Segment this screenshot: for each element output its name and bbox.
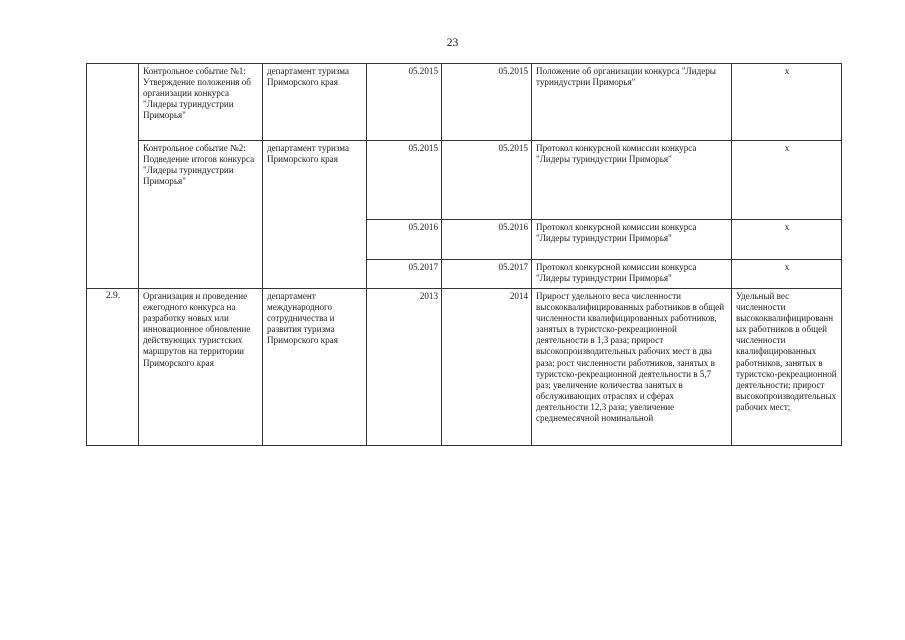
row-number-cell: 2.9. <box>87 289 139 446</box>
event-cell: Контрольное событие №2: Подведение итогов конкурса "Лидеры туриндустрии Приморья" <box>139 141 263 289</box>
indicator-cell: x <box>732 64 842 141</box>
end-date-cell: 05.2015 <box>442 64 532 141</box>
table-row <box>87 64 842 141</box>
start-date-cell: 05.2015 <box>367 64 442 141</box>
indicator-cell: x <box>732 141 842 220</box>
event-cell: Организация и проведение ежегодного конкурса на разработку новых или инновационное обновление действующих туристских маршрутов на территории Приморского края <box>139 289 263 446</box>
table-row <box>87 289 842 446</box>
indicator-cell: x <box>732 260 842 289</box>
event-cell: Контрольное событие №1: Утверждение положения об организации конкурса "Лидеры туриндустрии Приморья" <box>139 64 263 141</box>
result-cell: Протокол конкурсной комиссии конкурса "Лидеры туриндустрии Приморья" <box>532 141 732 220</box>
plan-table <box>86 63 842 446</box>
start-date-cell: 05.2015 <box>367 141 442 220</box>
end-date-cell: 2014 <box>442 289 532 446</box>
executor-cell: департамент туризма Приморского края <box>263 141 367 289</box>
end-date-cell: 05.2015 <box>442 141 532 220</box>
result-cell: Положение об организации конкурса "Лидеры туриндустрии Приморья" <box>532 64 732 141</box>
indicator-cell: Удельный вес численности высококвалифицированных работников в общей численности квалифицированных работников, занятых в туристско-рекреационной деятельности; прирост высокопроизводительных рабочих мест; <box>732 289 842 446</box>
row-number-cell <box>87 64 139 289</box>
result-cell: Прирост удельного веса численности высококвалифицированных работников в общей численности квалифицированных работников, занятых в туристско-рекреационной деятельности в 1,3 раза; прирост высокопроизводительных рабочих мест в два раза; рост численности работников, занятых в туристско-рекреационной деятельности в 5,7 раз; увеличение количества занятых в обслуживающих отраслях и сферах деятельности 12,3 раза; увеличение среднемесячной номинальной <box>532 289 732 446</box>
page-number: 23 <box>446 37 459 49</box>
end-date-cell: 05.2017 <box>442 260 532 289</box>
table-row <box>87 141 842 220</box>
result-cell: Протокол конкурсной комиссии конкурса "Лидеры туриндустрии Приморья" <box>532 260 732 289</box>
start-date-cell: 2013 <box>367 289 442 446</box>
indicator-cell: x <box>732 220 842 260</box>
result-cell: Протокол конкурсной комиссии конкурса "Лидеры туриндустрии Приморья" <box>532 220 732 260</box>
executor-cell: департамент туризма Приморского края <box>263 64 367 141</box>
executor-cell: департамент международного сотрудничества и развития туризма Приморского края <box>263 289 367 446</box>
end-date-cell: 05.2016 <box>442 220 532 260</box>
start-date-cell: 05.2016 <box>367 220 442 260</box>
start-date-cell: 05.2017 <box>367 260 442 289</box>
